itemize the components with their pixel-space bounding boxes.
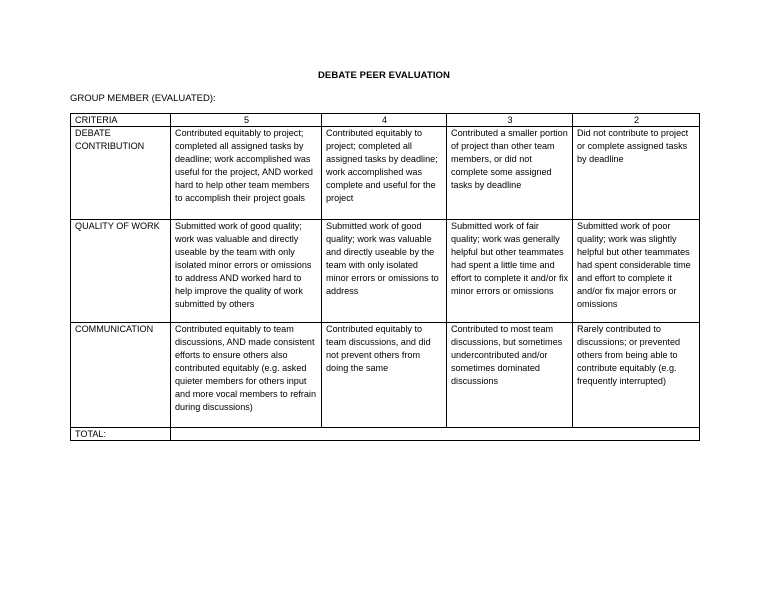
rubric-cell: Contributed equitably to project; completed all assigned tasks by deadline; work accomplished was complete and useful for the project [322, 127, 447, 220]
rubric-cell: Contributed equitably to project; completed all assigned tasks by deadline; work accomplished was useful for the project, AND worked hard to help other team members to accomplish their project goals [171, 127, 322, 220]
score-header-5: 5 [171, 114, 322, 127]
score-header-3: 3 [447, 114, 573, 127]
score-header-2: 2 [573, 114, 700, 127]
rubric-cell: Submitted work of good quality; work was valuable and directly useable by the team with only isolated minor errors or omissions to address [322, 220, 447, 323]
table-row [71, 127, 700, 220]
total-value-cell[interactable] [171, 428, 700, 441]
rubric-cell: Submitted work of poor quality; work was slightly helpful but other teammates had spent considerable time and effort to complete it and/or fix major errors or omissions [573, 220, 700, 323]
score-header-4: 4 [322, 114, 447, 127]
total-label: TOTAL: [71, 428, 171, 441]
criterion-cell: DEBATE CONTRIBUTION [71, 127, 171, 220]
total-row [71, 428, 700, 441]
rubric-cell: Contributed a smaller portion of project than other team members, or did not complete some assigned tasks by deadline [447, 127, 573, 220]
rubric-table [70, 113, 700, 441]
criterion-cell: QUALITY OF WORK [71, 220, 171, 323]
page-title: DEBATE PEER EVALUATION [317, 70, 451, 81]
criterion-cell: COMMUNICATION [71, 323, 171, 428]
rubric-cell: Contributed equitably to team discussions, and did not prevent others from doing the same [322, 323, 447, 428]
rubric-cell: Did not contribute to project or complete assigned tasks by deadline [573, 127, 700, 220]
header-row [71, 114, 700, 127]
table-row [71, 323, 700, 428]
rubric-cell: Contributed to most team discussions, but sometimes undercontributed and/or sometimes dominated discussions [447, 323, 573, 428]
rubric-cell: Submitted work of good quality; work was valuable and directly useable by the team with only isolated minor errors or omissions to address AND worked hard to help improve the quality of work submitted by others [171, 220, 322, 323]
rubric-cell: Submitted work of fair quality; work was generally helpful but other teammates had spent a little time and effort to complete it and/or fix minor errors or omissions [447, 220, 573, 323]
criteria-header: CRITERIA [71, 114, 171, 127]
table-row [71, 220, 700, 323]
rubric-cell: Contributed equitably to team discussions, AND made consistent efforts to ensure others also contributed equitably (e.g. asked quieter members for others input and more vocal members to refrain during discussions) [171, 323, 322, 428]
rubric-cell: Rarely contributed to discussions; or prevented others from being able to contribute equitably (e.g. frequently interrupted) [573, 323, 700, 428]
group-member-label: GROUP MEMBER (EVALUATED): [70, 93, 216, 104]
